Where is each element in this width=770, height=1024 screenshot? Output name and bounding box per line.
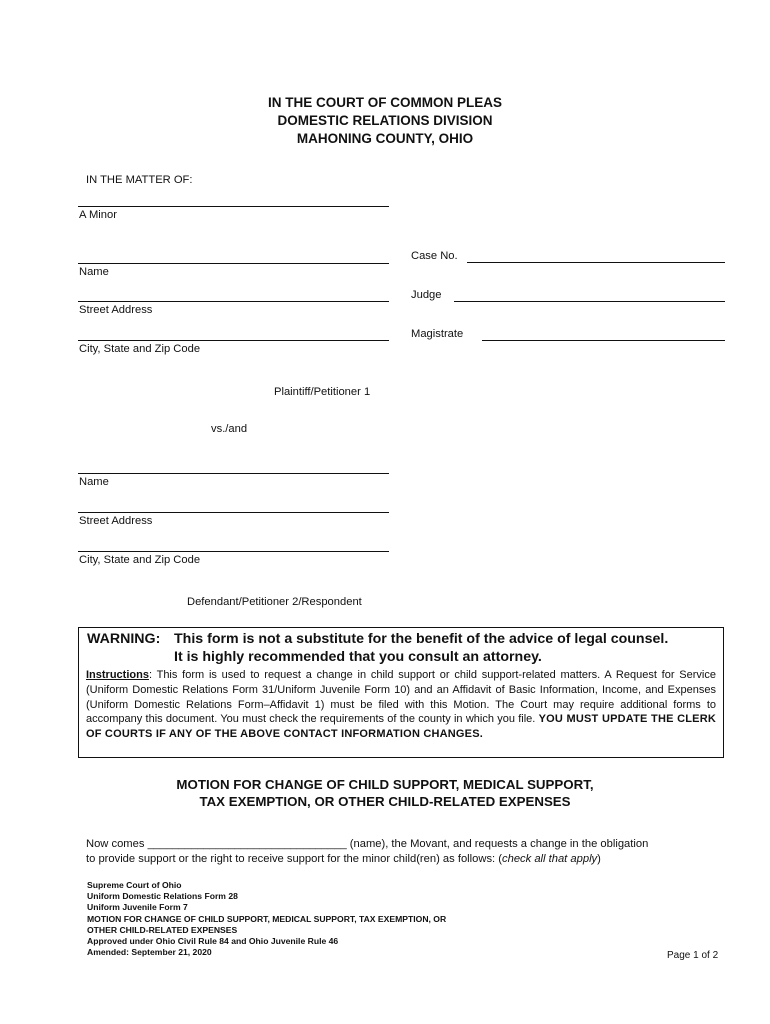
movant-name-field[interactable]: ________________________________ (147, 838, 347, 850)
plaintiff-city-label: City, State and Zip Code (79, 343, 201, 355)
body-line2 (86, 851, 601, 867)
minor-name-field[interactable] (78, 206, 389, 207)
body-line2-start: to provide support or the right to receive support for the minor child(ren) as follows: ( (86, 853, 502, 865)
instructions-caps: YOU MUST UPDATE THE CLERK OF COURTS IF ANY OF THE ABOVE CONTACT INFORMATION CHANGES. (86, 713, 716, 741)
defendant-name-label: Name (79, 476, 109, 488)
footer-line: MOTION FOR CHANGE OF CHILD SUPPORT, MEDICAL SUPPORT, TAX EXEMPTION, OR (87, 913, 447, 924)
defendant-city-field[interactable] (78, 551, 389, 552)
warning-title-line1: This form is not a substitute for the benefit of the advice of legal counsel. (174, 631, 669, 647)
plaintiff-city-field[interactable] (78, 340, 389, 341)
body-line1-rest: (name), the Movant, and requests a change in the obligation (349, 838, 649, 850)
case-no-field[interactable] (467, 262, 725, 263)
body-line1 (86, 836, 648, 852)
warning-title-line2: It is highly recommended that you consult an attorney. (174, 649, 542, 665)
footer-line: Uniform Juvenile Form 7 (87, 902, 188, 913)
body-line2-italic: check all that apply (502, 853, 598, 865)
motion-title-line2: TAX EXEMPTION, OR OTHER CHILD-RELATED EXPENSES (199, 794, 571, 809)
versus-label: vs./and (211, 423, 248, 435)
court-name: IN THE COURT OF COMMON PLEAS (268, 95, 502, 110)
plaintiff-role: Plaintiff/Petitioner 1 (274, 386, 371, 398)
plaintiff-street-label: Street Address (79, 304, 153, 316)
instructions-body: : This form is used to request a change in child support or child support-related matters. A Request for Service (Uniform Domestic Relations Form 31/Uniform Juvenile Form 10) and an Affidavit of Basic Information, Income, and Expenses (Uniform Domestic Relations Form–Affidavit 1) must be filed with this Motion. The Court may require additional forms to accompany this document. You must check the requirements of the county in which you file. (86, 669, 716, 726)
court-division: DOMESTIC RELATIONS DIVISION (277, 113, 493, 128)
defendant-street-label: Street Address (79, 515, 153, 527)
footer-line: OTHER CHILD-RELATED EXPENSES (87, 924, 238, 935)
defendant-city-label: City, State and Zip Code (79, 554, 201, 566)
instructions-label: Instructions (86, 669, 149, 681)
instructions-text (86, 668, 716, 742)
court-county: MAHONING COUNTY, OHIO (296, 131, 474, 146)
matter-label: IN THE MATTER OF: (86, 174, 193, 186)
judge-field[interactable] (454, 301, 725, 302)
defendant-street-field[interactable] (78, 512, 389, 513)
footer-line: Uniform Domestic Relations Form 28 (87, 891, 238, 902)
now-comes-label: Now comes (86, 838, 145, 850)
warning-box (78, 627, 724, 758)
page-number: Page 1 of 2 (667, 950, 719, 961)
footer-line: Amended: September 21, 2020 (87, 947, 212, 958)
minor-label: A Minor (79, 209, 117, 221)
footer-info (87, 880, 446, 958)
motion-title-line1: MOTION FOR CHANGE OF CHILD SUPPORT, MEDICAL SUPPORT, (176, 777, 594, 792)
footer-line: Approved under Ohio Civil Rule 84 and Ohio Juvenile Rule 46 (87, 936, 339, 947)
defendant-name-field[interactable] (78, 473, 389, 474)
magistrate-label: Magistrate (411, 328, 464, 340)
defendant-role: Defendant/Petitioner 2/Respondent (187, 596, 362, 608)
magistrate-field[interactable] (482, 340, 725, 341)
plaintiff-name-label: Name (79, 266, 109, 278)
footer-line: Supreme Court of Ohio (87, 880, 182, 890)
warning-prefix: WARNING: (87, 631, 161, 647)
body-line2-end: ) (597, 853, 601, 865)
judge-label: Judge (411, 289, 442, 301)
plaintiff-street-field[interactable] (78, 301, 389, 302)
plaintiff-name-field[interactable] (78, 263, 389, 264)
case-no-label: Case No. (411, 250, 458, 262)
